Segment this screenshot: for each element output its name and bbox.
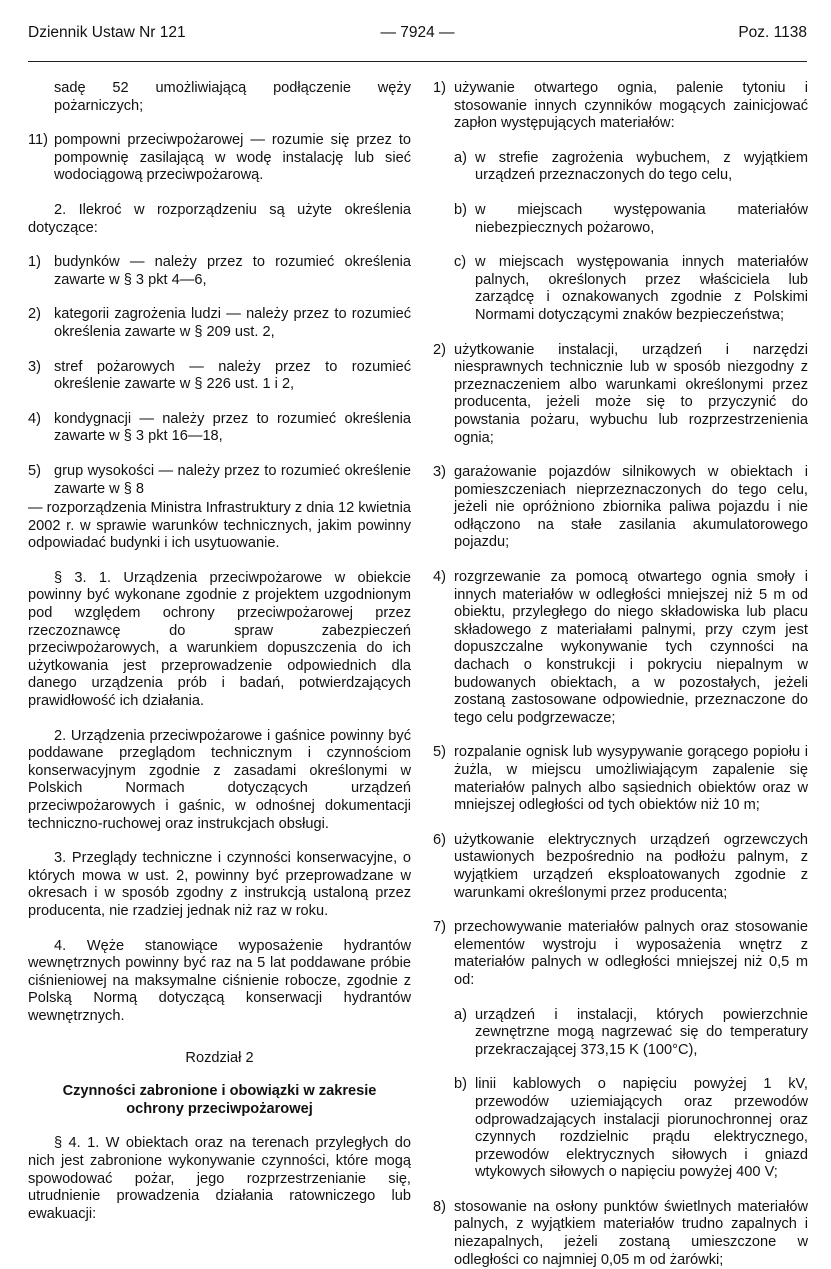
position-number: Poz. 1138 (738, 24, 807, 41)
item-number: 2) (28, 306, 41, 323)
item-text: stosowanie na osłony punktów świetlnych materiałów palnych, z wyjątkiem materiałów trudno zapalnych i niezapalnych, jeżeli zostaną umieszczone w odległości co najmniej 0,05 m od żarówki; (454, 1198, 808, 1268)
left-column (28, 74, 411, 1223)
paragraph-2-intro: 2. Ilekroć w rozporządzeniu są użyte określenia dotyczące: (28, 201, 411, 236)
item-text: użytkowanie instalacji, urządzeń i narzędzi niesprawnych technicznie lub w sposób niezgodny z przeznaczeniem albo warunkami określonymi przez producenta, jeżeli może się to przyczynić do powstania pożaru, wybuchu lub rozprzestrzenienia ognia; (454, 341, 808, 446)
item-text: stref pożarowych — należy przez to rozumieć określenie zawarte w § 226 ust. 1 i 2, (54, 358, 411, 393)
item-text: garażowanie pojazdów silnikowych w obiektach i pomieszczeniach nieprzeznaczonych do tego celu, jeżeli nie opróżniono zbiornika paliwa pojazdu i nie odłączono na stałe zasilania akumulatorowego pojazdu; (454, 464, 808, 551)
item-text: użytkowanie elektrycznych urządzeń ogrzewczych ustawionych bezpośrednio na podłożu palnym, z wyjątkiem urządzeń eksploatowanych zgodnie z warunkami określonymi przez producenta; (454, 831, 808, 901)
item-number: 1) (28, 254, 41, 271)
sub-item-text: w miejscach występowania innych materiałów palnych, określonych przez właściciela lub zarządcę i oznakowanych zgodnie z Polskimi Normami dotyczącymi znaków bezpieczeństwa; (475, 254, 808, 323)
definition-item (28, 254, 411, 289)
item-number: 1) (433, 80, 446, 96)
prohibition-item-1 (433, 80, 808, 133)
item-number: 3) (28, 358, 41, 375)
section-3-paragraph-4: 4. Węże stanowiące wyposażenie hydrantów wewnętrznych powinny być raz na 5 lat poddawane próbie ciśnieniowej na maksymalne ciśnienie robocze, zgodnie z Polską Normą dotyczącą konserwacji hydrantów wewnętrznych. (28, 937, 411, 1024)
item-number: 8) (433, 1198, 446, 1215)
sub-item (454, 150, 808, 185)
prohibition-item (433, 342, 808, 448)
item-text: grup wysokości — należy przez to rozumieć określenie zawarte w § 8 (54, 462, 411, 497)
item-number: 4) (28, 410, 41, 427)
sub-item (454, 254, 808, 324)
sub-item (454, 202, 808, 237)
item-10-continuation: sadę 52 umożliwiającą podłączenie węży pożarniczych; (54, 80, 411, 114)
regulation-reference: — rozporządzenia Ministra Infrastruktury z dnia 12 kwietnia 2002 r. w sprawie warunków technicznych, jakim powinny odpowiadać budynki i ich usytuowanie. (28, 500, 411, 552)
definition-item (28, 463, 411, 498)
sub-item (454, 1007, 808, 1060)
item-number: 5) (433, 744, 446, 761)
sub-item-letter: a) (454, 149, 467, 166)
item-1-sublist (433, 150, 808, 325)
sub-item (454, 1076, 808, 1182)
item-text: pompowni przeciwpożarowej — rozumie się przez to pompownię zasilającą w wodę instalację lub sieć wodociągową przeciwpożarową. (54, 132, 411, 184)
item-number: 5) (28, 462, 41, 479)
sub-item-text: w miejscach występowania materiałów niebezpiecznych pożarowo, (475, 201, 808, 236)
item-text: kondygnacji — należy przez to rozumieć określenia zawarte w § 3 pkt 16—18, (54, 410, 411, 445)
section-4-paragraph-1: § 4. 1. W obiektach oraz na terenach przyległych do nich jest zabronione wykonywanie czynności, które mogą spowodować pożar, jego rozprzestrzenianie się, utrudnienie prowadzenia działania ratowniczego lub ewakuacji: (28, 1135, 411, 1222)
journal-title: Dziennik Ustaw Nr 121 (28, 24, 186, 41)
prohibition-item-7 (433, 919, 808, 989)
item-text: rozpalanie ognisk lub wysypywanie gorącego popiołu i żużla, w miejscu umożliwiającym zapalenie się materiałów palnych albo sąsiednich obiektów oraz w mniejszej odległości od tych obiektów niż 10 m; (454, 744, 808, 814)
item-number: 2) (433, 341, 446, 358)
prohibition-item-8 (433, 1199, 808, 1269)
header-rule (28, 61, 807, 62)
page-number: — 7924 — (380, 24, 455, 41)
item-number: 7) (433, 919, 446, 936)
list-item-11 (28, 132, 411, 185)
item-text: przechowywanie materiałów palnych oraz stosowanie elementów wystroju i wyposażenia wnętrz z materiałów palnych w odległości mniejszej niż 0,5 m od: (454, 919, 808, 988)
section-3-paragraph-2: 2. Urządzenia przeciwpożarowe i gaśnice powinny być poddawane przeglądom technicznym i czynnościom konserwacyjnym zgodnie z zasadami określonymi w Polskich Normach dotyczących urządzeń przeciwpożarowych i gaśnic, w odnośnej dokumentacji techniczno-ruchowej oraz instrukcjach obsługi. (28, 727, 411, 832)
right-column (433, 74, 808, 1269)
item-text: rozgrzewanie za pomocą otwartego ognia smoły i innych materiałów w odległości mniejszej niż 5 m od obiektu, przyległego do niego składowiska lub placu składowego z materiałami palnymi, przy czym jest dopuszczalne wykonywanie tych czynności na dachach o konstrukcji i pokryciu niepalnym w budowanych obiektach, a w pozostałych, jeżeli zostaną zastosowane odpowiednie, przeznaczone do tego celu podgrzewacze; (454, 569, 808, 726)
section-3-paragraph-1: § 3. 1. Urządzenia przeciwpożarowe w obiekcie powinny być wykonane zgodnie z projektem uzgodnionym pod względem ochrony przeciwpożarowej przez rzeczoznawcę do spraw zabezpieczeń przeciwpożarowych, a warunkiem dopuszczenia do ich użytkowania jest przeprowadzenie odpowiednich dla danego urządzenia prób i badań, potwierdzających prawidłowość ich działania. (28, 569, 411, 710)
sub-item-text: linii kablowych o napięciu powyżej 1 kV, przewodów uziemiających oraz przewodów odprowadzających instalacji piorunochronnej oraz czynnych rozdzielnic prądu elektrycznego, przewodów elektrycznych siłowych i gniazd wtykowych siłowych o napięciu powyżej 400 V; (475, 1076, 808, 1181)
sub-item-letter: a) (454, 1006, 467, 1023)
page-header (28, 24, 807, 46)
chapter-title: Czynności zabronione i obowiązki w zakresie ochrony przeciwpożarowej (62, 1083, 377, 1117)
item-number: 3) (433, 464, 446, 481)
sub-item-text: w strefie zagrożenia wybuchem, z wyjątkiem urządzeń przeznaczonych do tego celu, (475, 149, 808, 184)
item-text: używanie otwartego ognia, palenie tytoniu i stosowanie innych czynników mogących zainicjować zapłon występujących materiałów: (454, 80, 808, 132)
sub-item-letter: b) (454, 1076, 467, 1093)
sub-item-text: urządzeń i instalacji, których powierzchnie zewnętrzne mogą nagrzewać się do temperatury przekraczającej 373,15 K (100°C), (475, 1006, 808, 1058)
item-number: 11) (28, 132, 49, 149)
prohibition-item (433, 569, 808, 727)
item-number: 6) (433, 831, 446, 848)
chapter-heading: Rozdział 2 (185, 1049, 254, 1066)
definition-item (28, 359, 411, 394)
item-number: 4) (433, 569, 446, 586)
prohibition-item (433, 832, 808, 902)
sub-item-letter: b) (454, 201, 467, 218)
sub-item-letter: c) (454, 254, 467, 271)
definition-item (28, 306, 411, 341)
prohibition-item (433, 744, 808, 814)
definition-item (28, 411, 411, 446)
item-7-sublist (433, 1007, 808, 1182)
prohibition-item (433, 464, 808, 552)
item-text: budynków — należy przez to rozumieć określenia zawarte w § 3 pkt 4—6, (54, 254, 411, 288)
item-text: kategorii zagrożenia ludzi — należy przez to rozumieć określenia zawarte w § 209 ust. 2, (54, 306, 411, 340)
section-3-paragraph-3: 3. Przeglądy techniczne i czynności konserwacyjne, o których mowa w ust. 2, powinny być przeprowadzane w okresach i w sposób zgodny z instrukcją ustaloną przez producenta, nie rzadziej jednak niż raz w roku. (28, 850, 411, 919)
